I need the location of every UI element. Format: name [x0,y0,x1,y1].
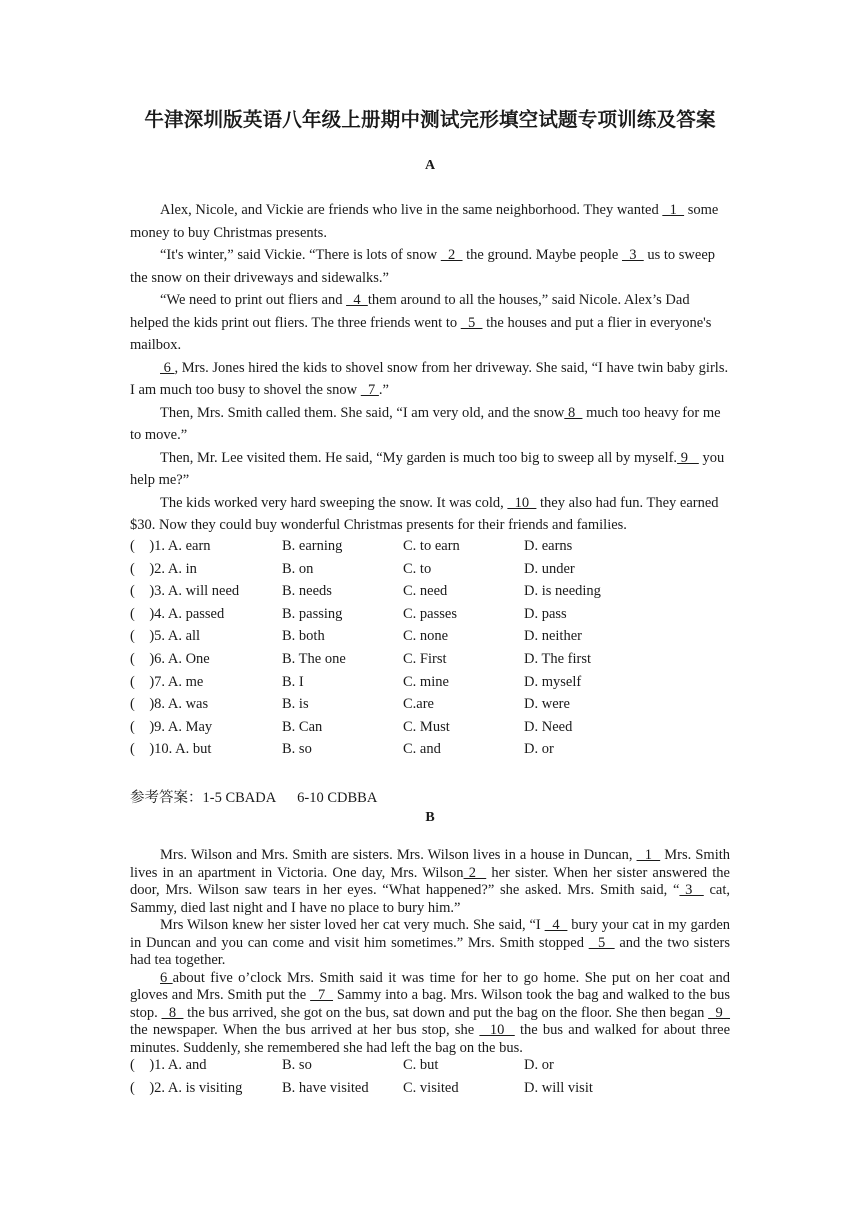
answer-key: 参考答案：1-5 CBADA 6-10 CDBBA [130,790,378,806]
passage-text: Mrs. Smith lives in an apartment in Victoria. One day, Mrs. Wilson [130,847,730,881]
passage-paragraph [130,199,730,244]
option-d: D. were [524,696,570,713]
blank-number: 4 [346,292,368,308]
passage-text: “It's winter,” said Vickie. “There is lots of snow [160,247,441,263]
passage-text: cat, Sammy, died last night and I have no place to bury him.” [130,882,730,916]
blank-number: 4 [544,917,568,933]
blank-number: 1 [636,847,661,863]
passage-b [130,847,730,1057]
blank-number: 6 [160,359,175,376]
option-b: B. Can [282,718,323,735]
passage-paragraph [130,447,730,492]
blank-number: 8 [564,404,583,421]
question-row [130,538,730,558]
question-row [130,696,730,716]
option-b: B. earning [282,538,343,554]
passage-text: and the two sisters had tea together. [130,934,730,968]
option-b: B. both [282,628,325,645]
blank-number: 5 [588,934,615,951]
passage-text: the houses and put a flier in everyone's mailbox. [130,314,712,353]
passage-paragraph [130,970,730,1058]
passage-paragraph [130,244,730,289]
option-b: B. I [282,673,304,690]
question-stem-option-a: ( )6. A. One [130,651,210,667]
option-c: C. First [403,651,447,667]
passage-text: .” [378,382,389,398]
option-b: B. so [282,741,312,758]
question-row [130,561,730,581]
passage-text: Then, Mr. Lee visited them. He said, “My garden is much too big to sweep all by myself. [160,449,678,466]
option-b: B. so [282,1057,312,1073]
blank-number: 2 [440,247,463,263]
blank-number: 10 [507,494,537,511]
passage-paragraph [130,492,730,537]
question-stem-option-a: ( )2. A. in [130,560,197,577]
passage-text: the bus and walked for about three minutes. Suddenly, she remembered she had left the bag on the bus. [130,1022,731,1056]
blank-number: 5 [460,314,483,331]
option-c: C. mine [403,673,449,690]
question-stem-option-a: ( )2. A. is visiting [130,1079,243,1096]
option-c: C. to earn [403,538,460,554]
option-c: C.are [403,696,434,713]
question-stem-option-a: ( )1. A. earn [130,538,211,554]
passage-text: us to sweep the snow on their driveways and sidewalks.” [130,247,716,286]
question-row [130,583,730,603]
option-b: B. The one [282,651,346,667]
option-c: C. to [403,560,432,577]
option-b: B. on [282,560,314,577]
question-stem-option-a: ( )1. A. and [130,1057,207,1073]
option-d: D. pass [524,605,567,622]
option-c: C. none [403,628,449,645]
question-row [130,606,730,626]
blank-number: 7 [360,382,379,398]
question-row [130,674,730,694]
passage-text: Mrs Wilson knew her sister loved her cat very much. She said, “I [160,917,545,933]
blank-number: 8 [161,1004,184,1021]
blank-number: 2 [463,864,487,881]
passage-text: much too heavy for me to move.” [130,404,721,443]
passage-text: “We need to print out fliers and [160,292,347,308]
passage-text: them around to all the houses,” said Nicole. Alex’s Dad helped the kids print out fliers. The three friends went to [130,292,690,331]
option-b: B. is [282,696,309,713]
option-c: C. need [403,583,448,600]
blank-number: 3 [679,882,704,898]
option-d: D. is needing [524,583,601,600]
question-stem-option-a: ( )4. A. passed [130,605,225,622]
question-stem-option-a: ( )7. A. me [130,673,204,690]
passage-text: about five o’clock Mrs. Smith said it was time for her to go home. She put on her coat and gloves and Mrs. Smith put the [130,969,731,1003]
option-c: C. but [403,1057,439,1073]
passage-paragraph [130,402,730,447]
passage-paragraph [130,289,730,357]
passage-text: they also had fun. They earned $30. Now they could buy wonderful Christmas presents for their friends and families. [130,494,719,533]
option-c: C. Must [403,718,450,735]
option-c: C. and [403,741,441,758]
option-d: D. Need [524,718,573,735]
question-stem-option-a: ( )5. A. all [130,628,201,645]
passage-text: the ground. Maybe people [462,247,622,263]
passage-text: the bus arrived, she got on the bus, sat down and put the bag on the floor. She then began [183,1004,709,1021]
passage-paragraph [130,847,730,917]
blank-number: 9 [677,449,699,466]
question-stem-option-a: ( )3. A. will need [130,583,240,600]
option-c: C. passes [403,605,457,622]
section-a-heading: A [424,158,436,173]
passage-text: The kids worked very hard sweeping the snow. It was cold, [160,494,508,511]
option-d: D. The first [524,651,591,667]
question-row [130,628,730,648]
passage-text: Alex, Nicole, and Vickie are friends who live in the same neighborhood. They wanted [160,202,663,218]
passage-text: you help me?” [130,449,725,488]
blank-number: 1 [662,202,685,218]
question-row [130,651,730,671]
blank-number: 7 [310,987,334,1003]
question-row [130,719,730,739]
option-d: D. myself [524,673,582,690]
blank-number: 6 [160,969,173,986]
option-d: D. under [524,560,575,577]
blank-number: 10 [479,1022,515,1038]
question-stem-option-a: ( )10. A. but [130,741,212,758]
blank-number: 9 [708,1004,731,1021]
passage-paragraph [130,357,730,402]
passage-text: bury your cat in my garden in Duncan and you can come and visit him sometimes.” Mrs. Smith stopped [130,917,731,951]
option-c: C. visited [403,1079,459,1096]
question-row [130,741,730,761]
option-d: D. earns [524,538,573,554]
blank-number: 3 [621,247,644,263]
passage-a [130,199,730,537]
passage-text: , Mrs. Jones hired the kids to shovel snow from her driveway. She said, “I have twin baby girls. I am much too busy to shovel the snow [130,359,729,398]
question-row [130,1080,730,1100]
passage-text: her sister. When her sister answered the door, Mrs. Wilson saw tears in her eyes. “What happened?” she asked. Mrs. Smith said, “ [130,864,730,898]
passage-text: some money to buy Christmas presents. [130,202,719,241]
passage-text: the newspaper. When the bus arrived at her bus stop, she [130,1022,480,1038]
option-d: D. or [524,741,554,758]
option-d: D. or [524,1057,554,1073]
option-b: B. have visited [282,1079,369,1096]
question-row [130,1057,730,1077]
option-b: B. needs [282,583,332,600]
passage-text: Mrs. Wilson and Mrs. Smith are sisters. Mrs. Wilson lives in a house in Duncan, [160,847,637,863]
option-d: D. neither [524,628,582,645]
passage-text: Sammy into a bag. Mrs. Wilson took the bag and walked to the bus stop. [130,987,730,1021]
passage-text: Then, Mrs. Smith called them. She said, “I am very old, and the snow [160,404,565,421]
option-b: B. passing [282,605,343,622]
option-d: D. will visit [524,1079,593,1096]
passage-paragraph [130,917,730,970]
question-stem-option-a: ( )9. A. May [130,718,213,735]
section-b-heading: B [425,810,435,825]
document-title: 牛津深圳版英语八年级上册期中测试完形填空试题专项训练及答案 [144,110,716,131]
question-stem-option-a: ( )8. A. was [130,696,209,713]
